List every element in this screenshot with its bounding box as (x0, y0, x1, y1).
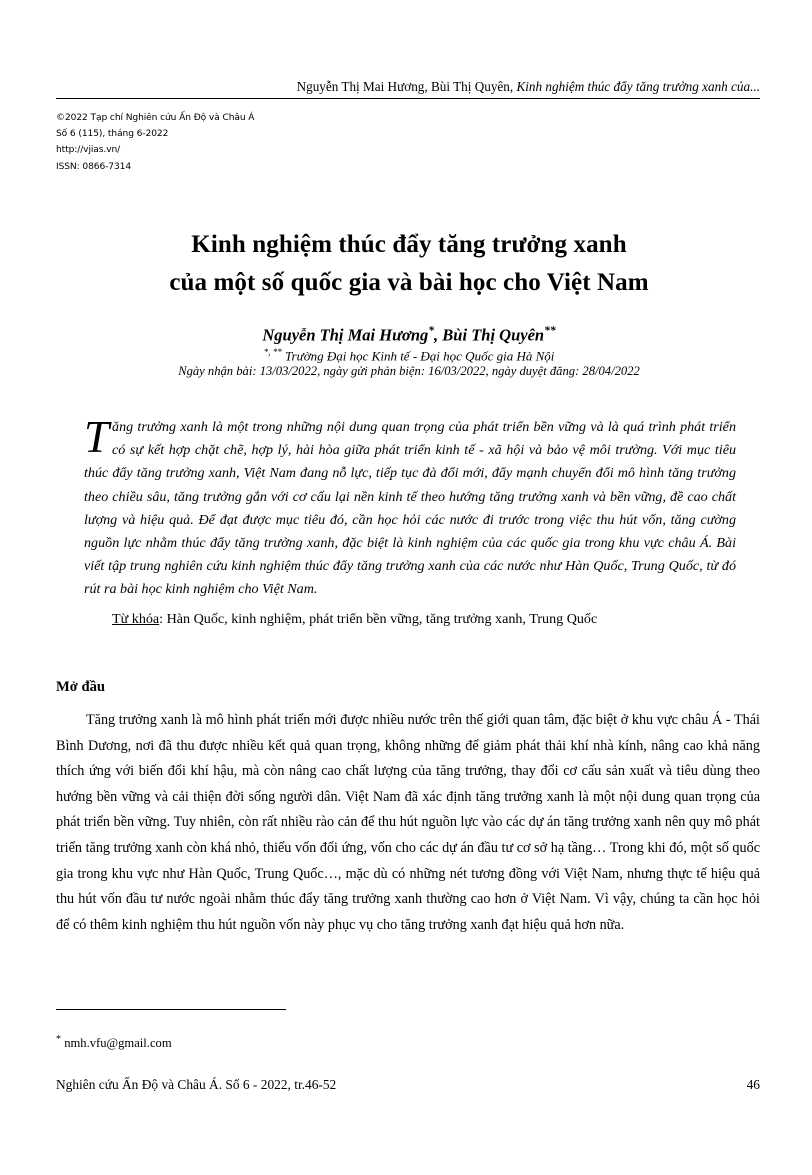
keywords-line (84, 608, 736, 630)
author-name-1: Nguyễn Thị Mai Hương (262, 325, 429, 345)
journal-issue: Số 6 (115), tháng 6-2022 (56, 129, 169, 140)
author-name-2: Bùi Thị Quyên (442, 325, 545, 345)
keywords-label: Từ khóa (112, 611, 160, 627)
section-heading-intro: Mở đầu (56, 679, 106, 695)
received-dates: Ngày nhận bài: 13/03/2022, ngày gửi phản biện: 16/03/2022, ngày duyệt đăng: 28/04/2022 (178, 364, 640, 378)
author-mark-2: ** (544, 325, 556, 337)
footnote (56, 1031, 172, 1052)
page-title-line2: của một số quốc gia và bài học cho Việt Nam (169, 269, 649, 296)
footnote-email[interactable]: nmh.vfu@gmail.com (61, 1036, 172, 1051)
author-mark-1: * (428, 325, 435, 337)
running-header-title: Kinh nghiệm thúc đẩy tăng trưởng xanh của... (516, 79, 760, 94)
running-header-authors: Nguyễn Thị Mai Hương, Bùi Thị Quyên, (296, 79, 514, 94)
journal-info-block (56, 110, 254, 175)
page-title (90, 226, 728, 302)
running-header (56, 78, 760, 98)
keywords-value: : Hàn Quốc, kinh nghiệm, phát triển bền vững, tăng trưởng xanh, Trung Quốc (159, 611, 598, 627)
footnote-divider (56, 1009, 286, 1010)
affiliation-marks: *, ** (263, 347, 282, 357)
journal-issn: ISSN: 0866-7314 (56, 161, 132, 172)
page-footer (56, 1076, 760, 1094)
header-divider (56, 98, 760, 99)
affiliation-text: Trường Đại học Kinh tế - Đại học Quốc gia Hà Nội (281, 348, 555, 364)
author-separator: , (434, 325, 443, 345)
page-title-line1: Kinh nghiệm thúc đẩy tăng trưởng xanh (191, 231, 627, 258)
abstract-text: ăng trưởng xanh là một trong những nội dung quan trọng của phát triển bền vững và là quá trình phát triển có sự kết hợp chặt chẽ, hợp lý, hài hòa giữa phát triển kinh tế - xã hội và bảo vệ môi trường. Với mục tiêu thúc đẩy tăng trưởng xanh, Việt Nam đang nỗ lực, tiếp tục đà đổi mới, đẩy mạnh chuyển đổi mô hình tăng trưởng theo chiều sâu, tăng trưởng gắn với cơ cấu lại nền kinh tế theo hướng tăng trưởng xanh và bền vững, đề cao chất lượng và hiệu quả. Để đạt được mục tiêu đó, cần học hỏi các nước đi trước trong việc thu hút vốn, tăng cường nguồn lực nhằm thúc đẩy tăng trưởng xanh, đặc biệt là kinh nghiệm của các quốc gia trong khu vực châu Á. Bài viết tập trung nghiên cứu kinh nghiệm thúc đẩy tăng trưởng xanh của các nước như Hàn Quốc, Trung Quốc, từ đó rút ra bài học kinh nghiệm cho Việt Nam. (84, 419, 736, 598)
abstract (84, 412, 736, 602)
section-paragraph-intro: Tăng trưởng xanh là mô hình phát triển mới được nhiều nước trên thế giới quan tâm, đặc biệt ở khu vực châu Á - Thái Bình Dương, nơi đã thu được nhiều kết quả quan trọng, không những để giảm phát thải khí nhà kính, nâng cao khả năng thích ứng với biến đổi khí hậu, mà còn nâng cao chất lượng của tăng trưởng, thay đổi cơ cấu sản xuất và tiêu dùng theo hướng bền vững và cải thiện đời sống người dân. Việt Nam đã xác định tăng trưởng xanh là một nội dung quan trọng của phát triển bền vững. Tuy nhiên, còn rất nhiều rào cản để thu hút nguồn lực vào các dự án tăng trưởng xanh nên quy mô phát triển tăng trưởng xanh còn khá nhỏ, thiếu vốn đối ứng, vốn cho các dự án đầu tư cơ sở hạ tầng… Trong khi đó, một số quốc gia trong khu vực như Hàn Quốc, Trung Quốc…, mặc dù có những nét tương đồng với Việt Nam, nhưng thực tế hiệu quả thu hút vốn đầu tư nước ngoài nhằm thúc đẩy tăng trưởng xanh thường cao hơn ở Việt Nam. Vì vậy, chúng ta cần học hỏi để có thêm kinh nghiệm thu hút nguồn vốn này phục vụ cho tăng trưởng xanh đạt hiệu quả hơn nữa. (56, 712, 760, 933)
journal-copyright: ©2022 Tạp chí Nghiên cứu Ấn Độ và Châu Á (56, 113, 255, 123)
abstract-dropcap: T (84, 412, 110, 462)
footer-page-number: 46 (746, 1077, 760, 1092)
journal-website[interactable]: http://vjias.vn/ (56, 145, 121, 156)
footer-citation: Nghiên cứu Ấn Độ và Châu Á. Số 6 - 2022, tr.46-52 (56, 1077, 337, 1092)
footnote-mark: * (56, 1034, 62, 1045)
